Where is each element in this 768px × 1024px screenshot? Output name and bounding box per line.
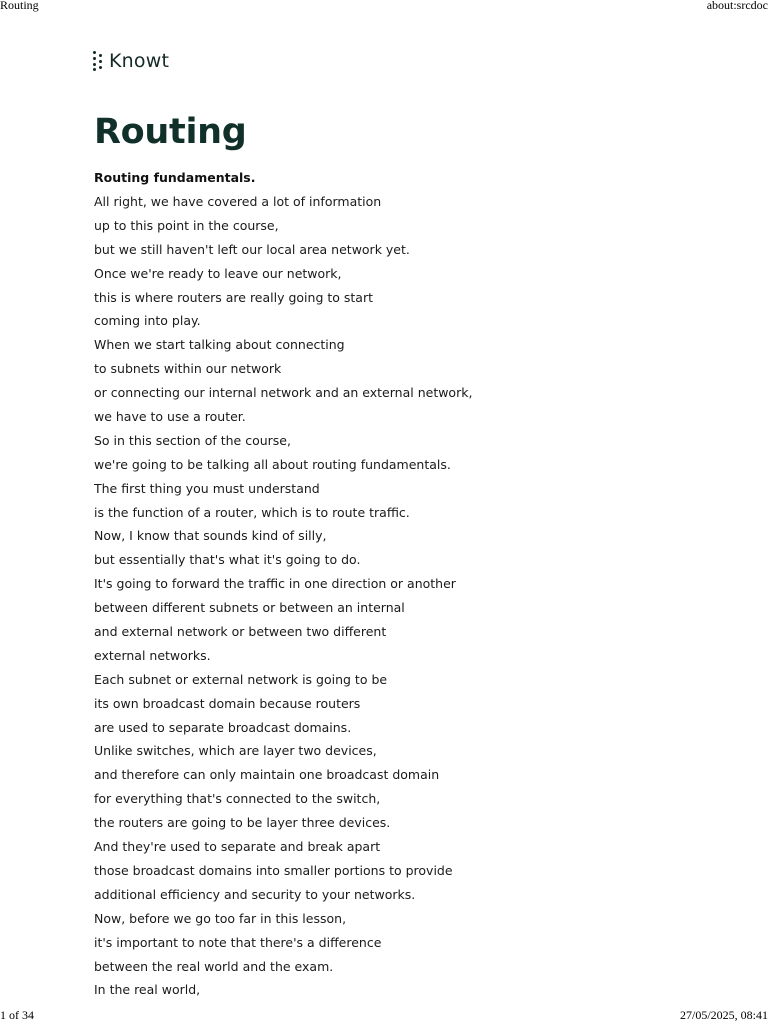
transcript-line: this is where routers are really going to start — [94, 289, 373, 305]
transcript-line: are used to separate broadcast domains. — [94, 719, 352, 735]
transcript-line: we have to use a router. — [94, 409, 246, 425]
print-header-url: about:srcdoc — [706, 0, 768, 12]
transcript-line: When we start talking about connecting — [94, 337, 345, 353]
transcript-line: is the function of a router, which is to route traffic. — [94, 504, 410, 520]
transcript-line: and external network or between two different — [94, 624, 387, 640]
transcript-line: and therefore can only maintain one broadcast domain — [94, 767, 440, 783]
transcript-line: for everything that's connected to the switch, — [94, 791, 381, 807]
transcript-line: but we still haven't left our local area network yet. — [94, 241, 410, 257]
transcript-line: external networks. — [94, 647, 211, 663]
knowt-logo — [93, 50, 169, 72]
document-content — [94, 110, 694, 1002]
transcript-line: Each subnet or external network is going to be — [94, 671, 388, 687]
transcript-line: Now, I know that sounds kind of silly, — [94, 528, 327, 544]
transcript-line: up to this point in the course, — [94, 217, 279, 233]
transcript-line: those broadcast domains into smaller portions to provide — [94, 862, 453, 878]
print-timestamp: 27/05/2025, 08:41 — [679, 1008, 768, 1022]
knowt-dots-icon — [93, 51, 103, 71]
transcript-line: the routers are going to be layer three devices. — [94, 815, 391, 831]
transcript-line: So in this section of the course, — [94, 432, 291, 448]
transcript-line: Now, before we go too far in this lesson, — [94, 910, 347, 926]
page-title: Routing — [94, 112, 247, 152]
transcript-lines — [94, 190, 694, 1002]
transcript-line: In the real world, — [94, 982, 201, 998]
transcript-line: Once we're ready to leave our network, — [94, 265, 342, 281]
print-header-title: Routing — [0, 0, 39, 12]
transcript-line: but essentially that's what it's going to do. — [94, 552, 361, 568]
transcript-line: it's important to note that there's a difference — [94, 934, 382, 950]
transcript-line: Unlike switches, which are layer two devices, — [94, 743, 377, 759]
transcript-line: And they're used to separate and break apart — [94, 839, 381, 855]
transcript-line: All right, we have covered a lot of information — [94, 194, 382, 209]
logo-text: Knowt — [109, 50, 170, 72]
transcript-line: its own broadcast domain because routers — [94, 695, 361, 711]
page-counter: 1 of 34 — [0, 1008, 34, 1022]
transcript-line: or connecting our internal network and an external network, — [94, 385, 473, 401]
print-header — [0, 0, 768, 13]
transcript-line: coming into play. — [94, 313, 201, 329]
section-subheading: Routing fundamentals. — [94, 170, 256, 185]
transcript-line: we're going to be talking all about routing fundamentals. — [94, 456, 451, 472]
transcript-line: between different subnets or between an internal — [94, 600, 405, 616]
print-footer — [0, 1008, 768, 1023]
transcript-line: It's going to forward the traffic in one direction or another — [94, 576, 456, 592]
transcript-line: to subnets within our network — [94, 361, 282, 377]
transcript-line: between the real world and the exam. — [94, 958, 334, 974]
transcript-line: The first thing you must understand — [94, 480, 320, 496]
transcript-line: additional efficiency and security to your networks. — [94, 886, 416, 902]
